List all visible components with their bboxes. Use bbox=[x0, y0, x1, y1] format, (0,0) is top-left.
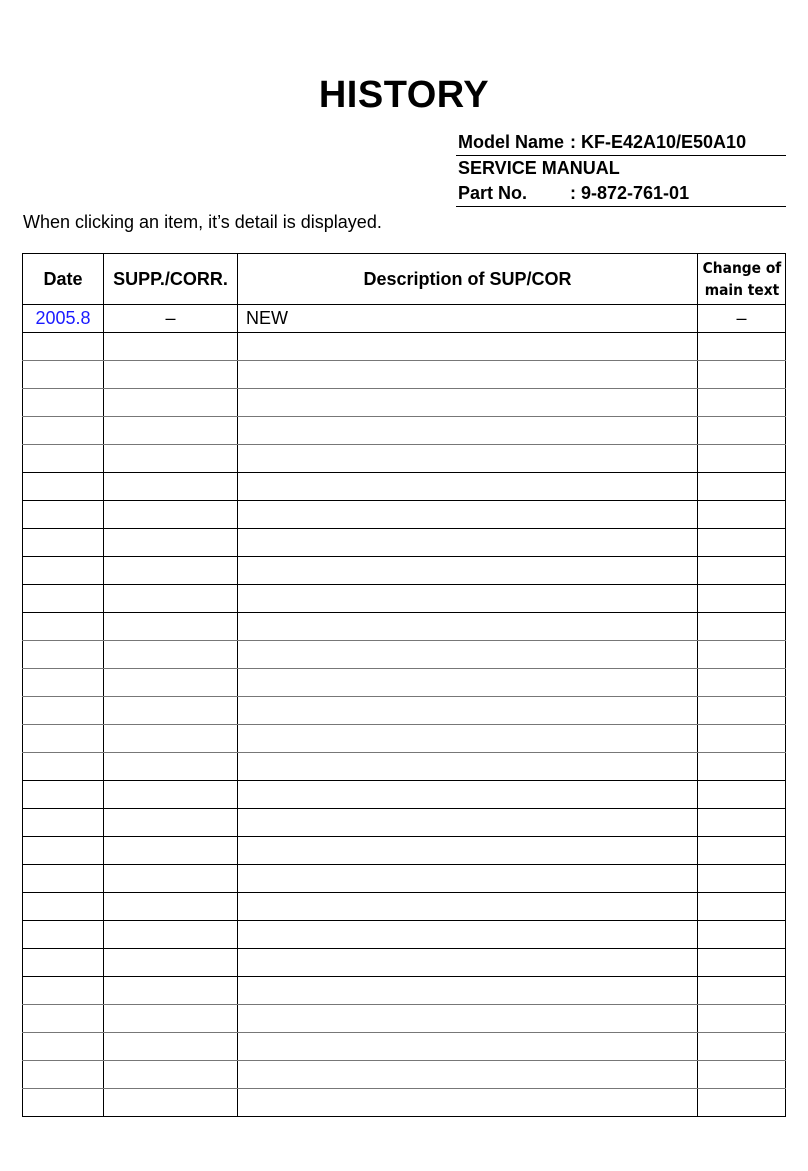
cell-description bbox=[238, 977, 698, 1005]
cell-change-of-main-text bbox=[698, 753, 786, 781]
cell-supp-corr bbox=[104, 1089, 238, 1117]
cell-supp-corr bbox=[104, 809, 238, 837]
page-title: HISTORY bbox=[318, 74, 490, 116]
cell-date bbox=[23, 977, 104, 1005]
cell-description bbox=[238, 333, 698, 361]
cell-change-of-main-text bbox=[698, 1033, 786, 1061]
table-row bbox=[23, 1061, 786, 1089]
cell-description: NEW bbox=[238, 305, 698, 333]
cell-change-of-main-text bbox=[698, 641, 786, 669]
cell-change-of-main-text bbox=[698, 333, 786, 361]
cell-change-of-main-text: – bbox=[698, 305, 786, 333]
cell-description bbox=[238, 417, 698, 445]
table-row bbox=[23, 949, 786, 977]
cell-date bbox=[23, 389, 104, 417]
cell-supp-corr bbox=[104, 333, 238, 361]
cell-description bbox=[238, 865, 698, 893]
cell-description bbox=[238, 557, 698, 585]
cell-supp-corr bbox=[104, 781, 238, 809]
table-row bbox=[23, 697, 786, 725]
cell-change-of-main-text bbox=[698, 1005, 786, 1033]
intro-text: When clicking an item, it’s detail is displayed. bbox=[23, 212, 382, 232]
cell-description bbox=[238, 669, 698, 697]
cell-supp-corr bbox=[104, 585, 238, 613]
header-change-line-2: main text bbox=[704, 281, 779, 299]
cell-supp-corr bbox=[104, 1005, 238, 1033]
table-row bbox=[23, 557, 786, 585]
cell-change-of-main-text bbox=[698, 557, 786, 585]
cell-supp-corr bbox=[104, 1061, 238, 1089]
cell-supp-corr bbox=[104, 641, 238, 669]
table-row bbox=[23, 753, 786, 781]
cell-supp-corr bbox=[104, 361, 238, 389]
cell-change-of-main-text bbox=[698, 389, 786, 417]
table-row bbox=[23, 417, 786, 445]
cell-description bbox=[238, 1089, 698, 1117]
cell-date bbox=[23, 1005, 104, 1033]
cell-date bbox=[23, 921, 104, 949]
cell-description bbox=[238, 725, 698, 753]
model-name-value: : KF-E42A10/E50A10 bbox=[570, 132, 747, 152]
date-link[interactable]: 2005.8 bbox=[35, 308, 91, 328]
cell-change-of-main-text bbox=[698, 781, 786, 809]
table-row bbox=[23, 389, 786, 417]
table-row bbox=[23, 585, 786, 613]
cell-date bbox=[23, 445, 104, 473]
cell-description bbox=[238, 641, 698, 669]
model-name-row bbox=[456, 130, 786, 156]
cell-date[interactable] bbox=[23, 305, 104, 333]
cell-change-of-main-text bbox=[698, 669, 786, 697]
cell-description bbox=[238, 949, 698, 977]
cell-description bbox=[238, 893, 698, 921]
table-row bbox=[23, 361, 786, 389]
cell-supp-corr bbox=[104, 921, 238, 949]
cell-date bbox=[23, 893, 104, 921]
table-row bbox=[23, 893, 786, 921]
cell-change-of-main-text bbox=[698, 921, 786, 949]
table-row bbox=[23, 1005, 786, 1033]
cell-description bbox=[238, 361, 698, 389]
cell-description bbox=[238, 445, 698, 473]
cell-supp-corr bbox=[104, 389, 238, 417]
cell-supp-corr bbox=[104, 613, 238, 641]
cell-date bbox=[23, 1089, 104, 1117]
cell-date bbox=[23, 669, 104, 697]
cell-date bbox=[23, 865, 104, 893]
service-manual-label: SERVICE MANUAL bbox=[458, 158, 620, 178]
cell-supp-corr bbox=[104, 725, 238, 753]
cell-description bbox=[238, 1005, 698, 1033]
cell-date bbox=[23, 781, 104, 809]
service-manual-row bbox=[456, 156, 786, 181]
cell-date bbox=[23, 333, 104, 361]
cell-date bbox=[23, 725, 104, 753]
cell-supp-corr bbox=[104, 669, 238, 697]
cell-description bbox=[238, 613, 698, 641]
model-name-label: Model Name bbox=[458, 132, 565, 152]
cell-description bbox=[238, 781, 698, 809]
cell-change-of-main-text bbox=[698, 865, 786, 893]
cell-supp-corr bbox=[104, 977, 238, 1005]
header-supp-corr: SUPP./CORR. bbox=[104, 254, 238, 305]
cell-description bbox=[238, 1033, 698, 1061]
cell-date bbox=[23, 1061, 104, 1089]
table-row bbox=[23, 921, 786, 949]
cell-change-of-main-text bbox=[698, 501, 786, 529]
cell-change-of-main-text bbox=[698, 977, 786, 1005]
cell-change-of-main-text bbox=[698, 613, 786, 641]
cell-change-of-main-text bbox=[698, 529, 786, 557]
cell-supp-corr bbox=[104, 445, 238, 473]
table-row[interactable] bbox=[23, 305, 786, 333]
table-row bbox=[23, 473, 786, 501]
cell-change-of-main-text bbox=[698, 949, 786, 977]
cell-supp-corr bbox=[104, 557, 238, 585]
cell-date bbox=[23, 417, 104, 445]
cell-supp-corr bbox=[104, 949, 238, 977]
table-row bbox=[23, 809, 786, 837]
cell-supp-corr bbox=[104, 837, 238, 865]
cell-supp-corr bbox=[104, 501, 238, 529]
history-table-body bbox=[23, 305, 786, 1117]
cell-supp-corr bbox=[104, 529, 238, 557]
cell-date bbox=[23, 641, 104, 669]
cell-description bbox=[238, 1061, 698, 1089]
cell-date bbox=[23, 557, 104, 585]
cell-description bbox=[238, 809, 698, 837]
cell-date bbox=[23, 501, 104, 529]
cell-description bbox=[238, 753, 698, 781]
cell-description bbox=[238, 921, 698, 949]
cell-change-of-main-text bbox=[698, 1061, 786, 1089]
table-row bbox=[23, 1089, 786, 1117]
cell-date bbox=[23, 697, 104, 725]
cell-change-of-main-text bbox=[698, 893, 786, 921]
cell-change-of-main-text bbox=[698, 837, 786, 865]
table-row bbox=[23, 333, 786, 361]
table-row bbox=[23, 1033, 786, 1061]
cell-change-of-main-text bbox=[698, 417, 786, 445]
table-row bbox=[23, 613, 786, 641]
cell-date bbox=[23, 949, 104, 977]
cell-supp-corr bbox=[104, 1033, 238, 1061]
table-row bbox=[23, 445, 786, 473]
table-row bbox=[23, 977, 786, 1005]
cell-date bbox=[23, 809, 104, 837]
cell-date bbox=[23, 1033, 104, 1061]
cell-supp-corr bbox=[104, 697, 238, 725]
table-row bbox=[23, 501, 786, 529]
cell-date bbox=[23, 473, 104, 501]
cell-supp-corr bbox=[104, 893, 238, 921]
header-change-line-1: Change of bbox=[702, 259, 781, 277]
part-number-label: Part No. bbox=[458, 183, 528, 203]
table-row bbox=[23, 725, 786, 753]
table-row bbox=[23, 669, 786, 697]
cell-description bbox=[238, 585, 698, 613]
cell-date bbox=[23, 361, 104, 389]
cell-change-of-main-text bbox=[698, 473, 786, 501]
cell-description bbox=[238, 529, 698, 557]
cell-description bbox=[238, 501, 698, 529]
table-row bbox=[23, 865, 786, 893]
cell-date bbox=[23, 837, 104, 865]
cell-supp-corr: – bbox=[104, 305, 238, 333]
table-row bbox=[23, 529, 786, 557]
cell-description bbox=[238, 389, 698, 417]
part-number-row bbox=[456, 181, 786, 207]
part-number-value: : 9-872-761-01 bbox=[570, 183, 690, 203]
cell-date bbox=[23, 529, 104, 557]
cell-supp-corr bbox=[104, 865, 238, 893]
cell-supp-corr bbox=[104, 473, 238, 501]
cell-change-of-main-text bbox=[698, 1089, 786, 1117]
table-row bbox=[23, 641, 786, 669]
cell-description bbox=[238, 697, 698, 725]
cell-date bbox=[23, 753, 104, 781]
table-row bbox=[23, 781, 786, 809]
cell-date bbox=[23, 585, 104, 613]
cell-change-of-main-text bbox=[698, 809, 786, 837]
cell-change-of-main-text bbox=[698, 585, 786, 613]
cell-change-of-main-text bbox=[698, 361, 786, 389]
header-change-of-main-text bbox=[701, 254, 782, 305]
document-info bbox=[456, 130, 786, 207]
table-row bbox=[23, 837, 786, 865]
history-table bbox=[22, 253, 786, 1117]
cell-change-of-main-text bbox=[698, 725, 786, 753]
header-description: Description of SUP/COR bbox=[238, 254, 698, 305]
cell-description bbox=[238, 473, 698, 501]
cell-date bbox=[23, 613, 104, 641]
header-date: Date bbox=[23, 254, 104, 305]
table-header-row bbox=[23, 254, 786, 305]
cell-supp-corr bbox=[104, 753, 238, 781]
cell-supp-corr bbox=[104, 417, 238, 445]
cell-description bbox=[238, 837, 698, 865]
cell-change-of-main-text bbox=[698, 697, 786, 725]
cell-change-of-main-text bbox=[698, 445, 786, 473]
